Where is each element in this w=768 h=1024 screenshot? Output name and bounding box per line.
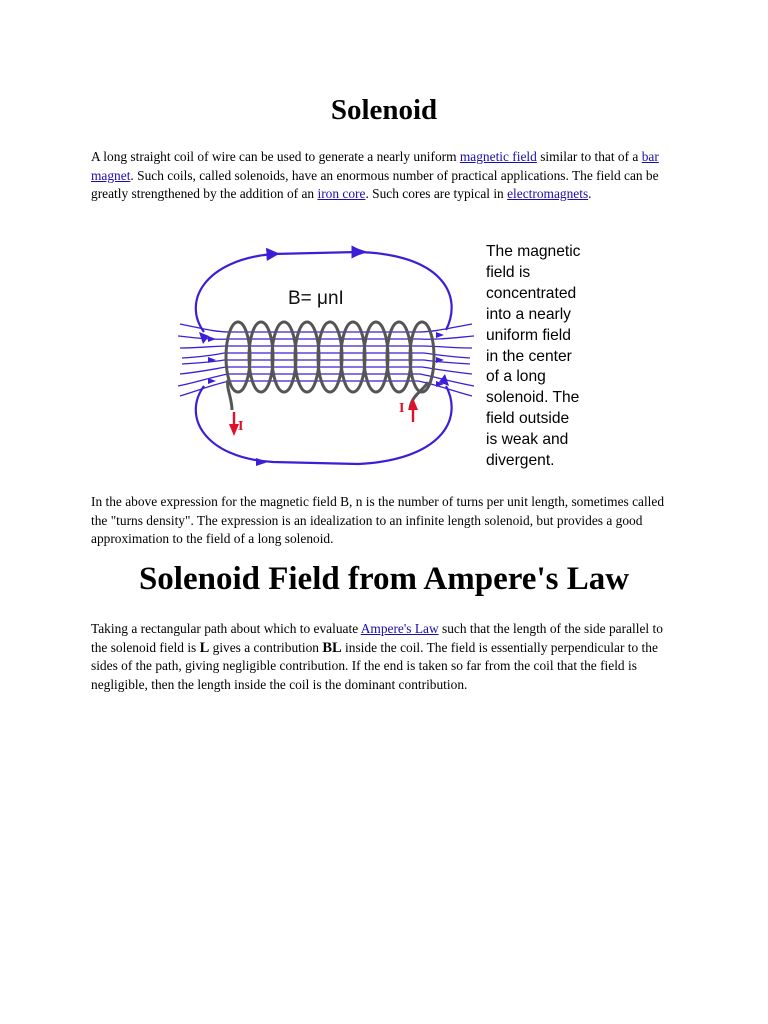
caption-line: field is <box>486 263 531 281</box>
caption-line: field outside <box>486 410 570 428</box>
ampere-text-3: gives a contribution <box>209 639 323 655</box>
symbol-BL: BL <box>322 639 342 656</box>
intro-text-4: . Such cores are typical in <box>365 186 508 202</box>
symbol-L: L <box>199 639 210 656</box>
link-iron-core[interactable]: iron core <box>317 186 366 202</box>
link-bar-magnet[interactable]: bar magnet <box>91 149 659 183</box>
caption-line: in the center <box>486 347 572 365</box>
caption-line: solenoid. The <box>486 389 580 407</box>
caption-line: into a nearly <box>486 305 571 323</box>
intro-text-5: . <box>588 186 592 202</box>
current-label-right: I <box>399 401 405 416</box>
current-arrows <box>229 398 418 436</box>
caption-line: uniform field <box>486 326 571 344</box>
solenoid-diagram <box>178 240 478 476</box>
interior-field-lines <box>224 332 424 381</box>
caption-line: of a long <box>486 368 546 386</box>
link-electromagnets[interactable]: electromagnets <box>507 186 589 202</box>
diagram-caption <box>486 242 616 472</box>
caption-line: The magnetic <box>486 243 581 260</box>
solenoid-coil <box>226 322 434 410</box>
caption-line: divergent. <box>486 452 555 470</box>
intro-text-2: similar to that of a <box>536 149 642 164</box>
amperes-law-paragraph <box>91 620 671 694</box>
section-title-amperes-law: Solenoid Field from Ampere's Law <box>138 561 630 597</box>
caption-line: concentrated <box>486 284 577 302</box>
current-label-left: I <box>238 419 244 434</box>
ampere-text-2: such that the length of the side parallel to the solenoid field is <box>91 621 663 655</box>
intro-paragraph <box>91 148 671 204</box>
intro-text-3: . Such coils, called solenoids, have an enormous number of practical applications. The field can be greatly strengthened by the addition of an <box>91 167 659 202</box>
ampere-text-1: Taking a rectangular path about which to evaluate <box>91 621 361 636</box>
intro-text-1: A long straight coil of wire can be used to generate a nearly uniform <box>91 149 460 164</box>
expression-paragraph: In the above expression for the magnetic field B, n is the number of turns per unit length, sometimes called the "turns density". The expression is an idealization to an infinite length solenoid, but provides a good approximation to the field of a long solenoid. <box>91 494 665 547</box>
equation-label: B= μnI <box>288 288 344 309</box>
page-title: Solenoid <box>330 94 438 126</box>
link-amperes-law[interactable]: Ampere's Law <box>360 621 439 636</box>
ampere-text-4: inside the coil. The field is essentially perpendicular to the sides of the path, giving negligible contribution. If the end is taken so far from the coil that the field is negligible, then the length inside the coil is the dominant contribution. <box>91 639 658 692</box>
link-magnetic-field[interactable]: magnetic field <box>459 149 537 164</box>
caption-line: is weak and <box>486 431 569 449</box>
